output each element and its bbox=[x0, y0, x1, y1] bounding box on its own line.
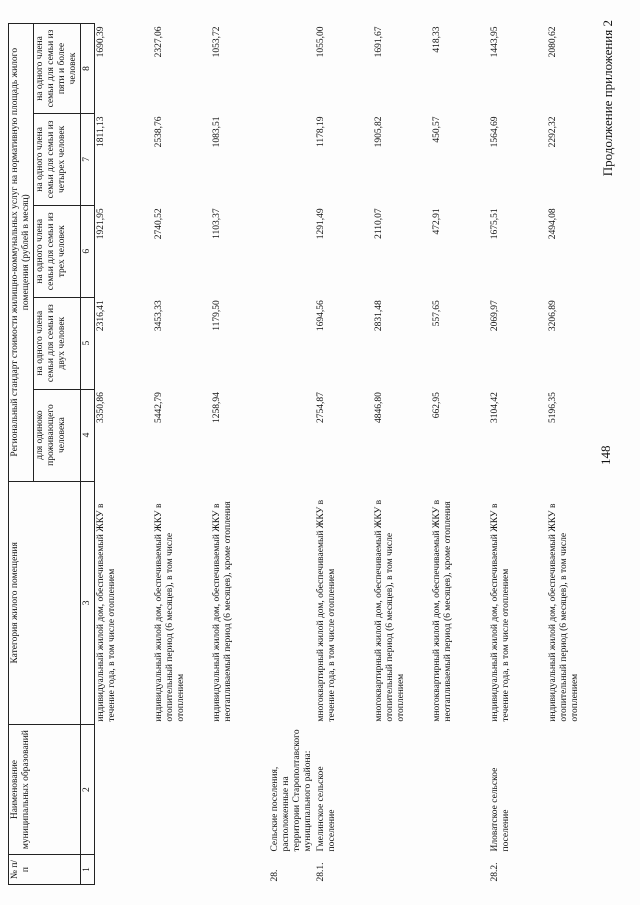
table-row bbox=[431, 24, 489, 885]
row-value: 3104,42 bbox=[489, 392, 500, 423]
row-value: 662,95 bbox=[431, 392, 442, 419]
table-row bbox=[211, 24, 269, 885]
row-name bbox=[211, 725, 269, 855]
row-value: 1258,94 bbox=[211, 392, 222, 423]
table-row bbox=[315, 24, 373, 885]
row-value: 2080,62 bbox=[547, 26, 558, 58]
row-value: 1443,95 bbox=[489, 26, 500, 58]
row-value: 1055,00 bbox=[315, 26, 326, 58]
table-row bbox=[153, 24, 211, 885]
row-value: 1053,72 bbox=[211, 26, 222, 58]
row-value: 1690,39 bbox=[96, 26, 106, 58]
row-category: индивидуальный жилой дом, обеспечиваемый ЖКУ в отопительный период (6 месяцев), в том числе отоплением bbox=[153, 503, 186, 722]
row-value: 2538,76 bbox=[153, 116, 164, 148]
row-name bbox=[431, 725, 489, 855]
row-value bbox=[269, 24, 315, 114]
row-category: индивидуальный жилой дом, обеспечиваемый ЖКУ в течение года, в том числе отоплением bbox=[489, 503, 511, 722]
row-value: 3350,86 bbox=[96, 392, 106, 423]
row-num: 28. bbox=[269, 869, 280, 882]
row-value: 2327,06 bbox=[153, 26, 164, 58]
row-category: многоквартирный жилой дом, обеспечиваемый ЖКУ в неотапливаемый период (6 месяцев), кроме отопления bbox=[431, 499, 453, 722]
header-standard: Региональный стандарт стоимости жилищно-коммунальных услуг на нормативную площадь жилого помещения (рублей в месяц) bbox=[9, 24, 34, 482]
row-name: Сельские поселения, расположенные на территории Старополтавского муниципального района: bbox=[269, 729, 313, 852]
continuation-title: Продолжение приложения 2 bbox=[600, 20, 615, 177]
row-value: 557,65 bbox=[431, 300, 442, 327]
subheader: на одного члена семьи для семьи из четырех человек bbox=[34, 113, 81, 205]
row-value: 1564,69 bbox=[489, 116, 500, 148]
standard-table bbox=[8, 23, 605, 885]
row-name: Гмелинское сельское поселение bbox=[315, 766, 337, 852]
row-value: 1291,49 bbox=[315, 208, 326, 240]
header-name: Наименование муниципальных образований bbox=[9, 725, 81, 855]
row-value: 1103,37 bbox=[211, 208, 222, 239]
page-number: 148 bbox=[598, 445, 613, 465]
header-category: Категория жилого помещения bbox=[9, 481, 81, 725]
row-value: 418,33 bbox=[431, 26, 442, 53]
row-value: 2754,87 bbox=[315, 392, 326, 423]
subheader: на одного члена семьи для семьи из пяти и более человек bbox=[34, 24, 81, 114]
row-category: многоквартирный жилой дом, обеспечиваемый ЖКУ в течение года, в том числе отоплением bbox=[315, 499, 337, 722]
row-value: 2110,07 bbox=[373, 208, 384, 239]
row-category: индивидуальный жилой дом, обеспечиваемый ЖКУ в неотапливаемый период (6 месяцев), кроме отопления bbox=[211, 501, 233, 722]
row-name: Иловатское сельское поселение bbox=[489, 767, 511, 852]
row-value bbox=[269, 113, 315, 205]
subheader: на одного члена семьи для семьи из трех человек bbox=[34, 205, 81, 297]
colnum: 1 bbox=[81, 855, 95, 885]
row-value bbox=[269, 389, 315, 481]
row-value: 1178,19 bbox=[315, 116, 326, 147]
colnum: 3 bbox=[81, 481, 95, 725]
row-value: 1083,51 bbox=[211, 116, 222, 148]
row-value: 1691,67 bbox=[373, 26, 384, 58]
row-num: 28.1. bbox=[315, 862, 326, 882]
table-row bbox=[489, 24, 547, 885]
row-value: 5196,35 bbox=[547, 392, 558, 423]
row-value bbox=[269, 297, 315, 389]
subheader: для одиноко проживающего человека bbox=[34, 389, 81, 481]
colnum: 6 bbox=[81, 205, 95, 297]
row-name bbox=[373, 725, 431, 855]
row-value: 2494,08 bbox=[547, 208, 558, 240]
row-value: 1811,13 bbox=[96, 116, 106, 147]
row-value: 3453,33 bbox=[153, 300, 164, 332]
colnum: 8 bbox=[81, 24, 95, 114]
row-num bbox=[211, 855, 269, 885]
row-value: 1921,95 bbox=[96, 208, 106, 240]
table-row bbox=[95, 24, 153, 885]
row-num: 28.2. bbox=[489, 862, 500, 882]
row-name bbox=[153, 725, 211, 855]
row-value: 450,57 bbox=[431, 116, 442, 143]
row-name bbox=[95, 725, 153, 855]
row-value: 4846,80 bbox=[373, 392, 384, 423]
row-value: 1179,50 bbox=[211, 300, 222, 331]
row-value: 472,91 bbox=[431, 208, 442, 235]
row-num bbox=[153, 855, 211, 885]
row-value: 2740,52 bbox=[153, 208, 164, 240]
colnum: 5 bbox=[81, 297, 95, 389]
row-category bbox=[269, 481, 315, 725]
colnum: 7 bbox=[81, 113, 95, 205]
row-category: индивидуальный жилой дом, обеспечиваемый ЖКУ в отопительный период (6 месяцев), в том числе отоплением bbox=[547, 503, 580, 722]
row-value: 5442,79 bbox=[153, 392, 164, 423]
row-value: 2316,41 bbox=[96, 300, 106, 332]
row-value: 1675,51 bbox=[489, 208, 500, 240]
row-value: 2069,97 bbox=[489, 300, 500, 332]
table-row bbox=[373, 24, 431, 885]
row-category: многоквартирный жилой дом, обеспечиваемый ЖКУ в отопительный период (6 месяцев), в том числе отоплением bbox=[373, 499, 406, 722]
table-row bbox=[269, 24, 315, 885]
row-value: 1694,56 bbox=[315, 300, 326, 332]
row-value: 2831,48 bbox=[373, 300, 384, 332]
row-category: индивидуальный жилой дом, обеспечиваемый ЖКУ в течение года, в том числе отоплением bbox=[96, 503, 117, 722]
row-value bbox=[269, 205, 315, 297]
row-name bbox=[547, 725, 605, 855]
subheader: на одного члена семьи для семьи из двух человек bbox=[34, 297, 81, 389]
row-value: 3206,89 bbox=[547, 300, 558, 332]
colnum: 2 bbox=[81, 725, 95, 855]
header-num: № п/п bbox=[9, 855, 81, 885]
row-num bbox=[431, 855, 489, 885]
table-row bbox=[547, 24, 605, 885]
table-body bbox=[95, 24, 605, 885]
row-num bbox=[373, 855, 431, 885]
row-value: 2292,32 bbox=[547, 116, 558, 148]
row-num bbox=[95, 855, 153, 885]
colnum: 4 bbox=[81, 389, 95, 481]
row-num bbox=[547, 855, 605, 885]
row-value: 1905,82 bbox=[373, 116, 384, 148]
